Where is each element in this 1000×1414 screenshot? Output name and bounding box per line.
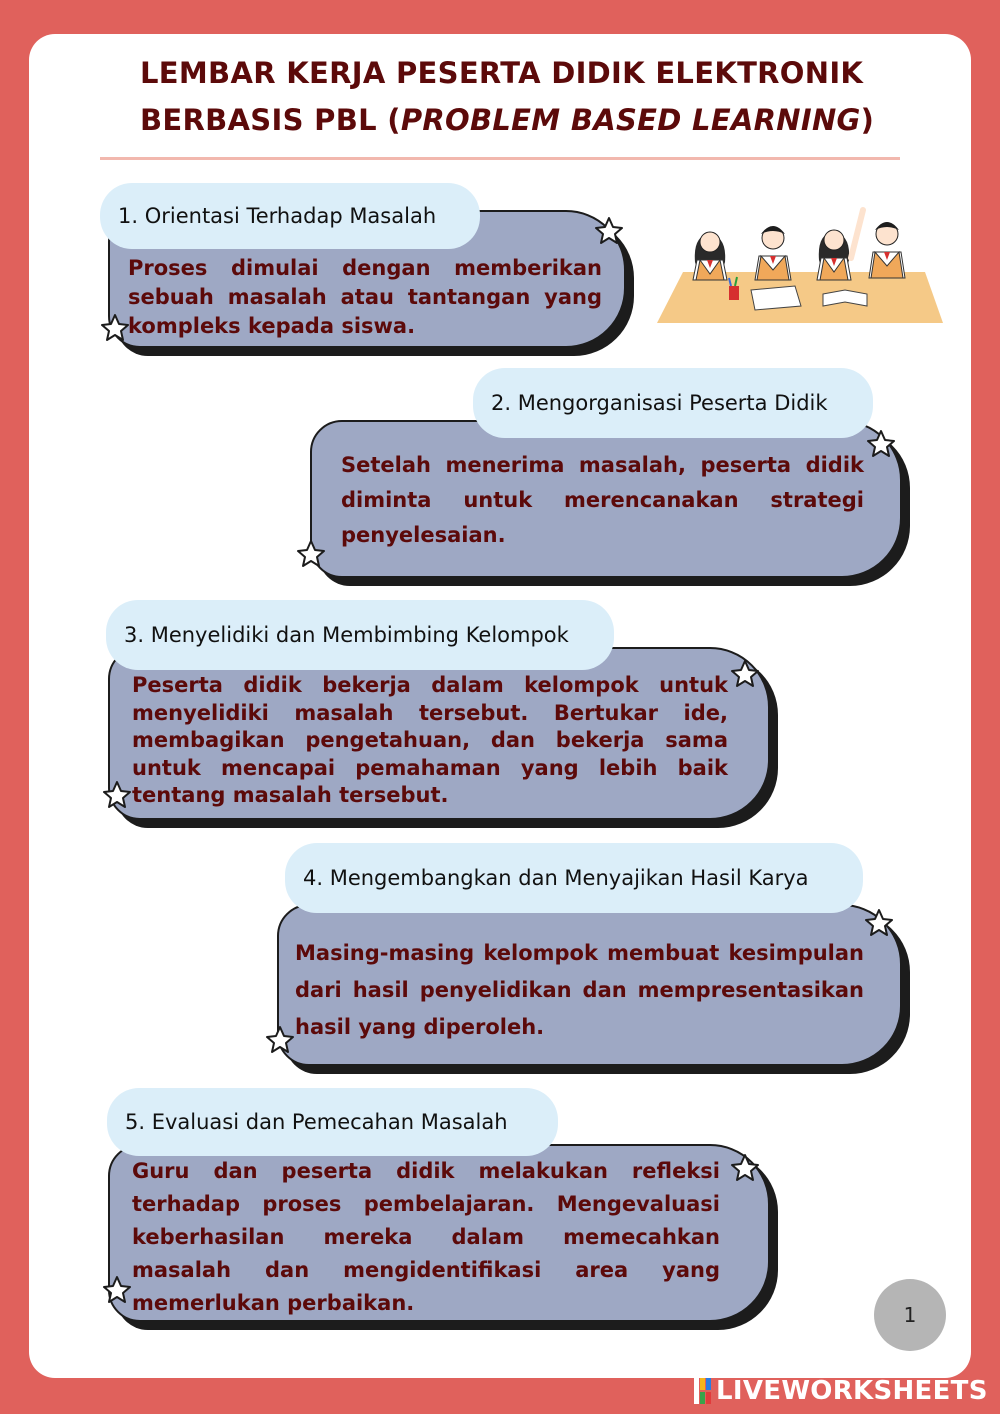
- step-label-5: 5. Evaluasi dan Pemecahan Masalah: [107, 1088, 558, 1156]
- star-icon: [594, 216, 624, 246]
- step-text-5: Guru dan peserta didik melakukan refleksi terhadap proses pembelajaran. Mengevaluasi keberhasilan mereka dalam memecahkan masalah dan mengidentifikasi area yang memerlukan perbaikan.: [132, 1159, 720, 1315]
- page-title-line1: LEMBAR KERJA PESERTA DIDIK ELEKTRONIK: [140, 56, 864, 90]
- page-number-badge: 1: [874, 1279, 946, 1351]
- students-illustration: [655, 200, 945, 325]
- brand-label: LIVEWORKSHEETS: [716, 1376, 988, 1406]
- star-icon: [864, 908, 894, 938]
- liveworksheets-brand: [694, 1376, 988, 1406]
- star-icon: [102, 780, 132, 810]
- step-label-2: 2. Mengorganisasi Peserta Didik: [473, 368, 873, 438]
- step-label-3: 3. Menyelidiki dan Membimbing Kelompok: [106, 600, 614, 670]
- star-icon: [102, 1275, 132, 1305]
- title-prefix: BERBASIS PBL (: [140, 103, 401, 137]
- step-label-1: 1. Orientasi Terhadap Masalah: [100, 183, 480, 249]
- step-text-2: Setelah menerima masalah, peserta didik diminta untuk merencanakan strategi penyelesaian.: [341, 453, 864, 547]
- star-icon: [730, 659, 760, 689]
- liveworksheets-logo-icon: [694, 1378, 712, 1404]
- step-text-3: Peserta didik bekerja dalam kelompok untuk menyelidiki masalah tersebut. Bertukar ide, membagikan pengetahuan, dan bekerja sama untuk mencapai pemahaman yang lebih baik tentang masalah tersebut.: [132, 673, 728, 807]
- title-italic: PROBLEM BASED LEARNING: [400, 103, 861, 137]
- star-icon: [730, 1153, 760, 1183]
- star-icon: [265, 1025, 295, 1055]
- star-icon: [296, 539, 326, 569]
- star-icon: [866, 429, 896, 459]
- step-text-1: Proses dimulai dengan memberikan sebuah masalah atau tantangan yang kompleks kepada siswa.: [128, 256, 602, 338]
- step-label-4: 4. Mengembangkan dan Menyajikan Hasil Karya: [285, 843, 863, 913]
- title-suffix: ): [860, 103, 875, 137]
- star-icon: [100, 313, 130, 343]
- title-divider: [100, 157, 900, 160]
- page-title-line2: [140, 103, 920, 137]
- step-text-4: Masing-masing kelompok membuat kesimpulan dari hasil penyelidikan dan mempresentasikan hasil yang diperoleh.: [295, 941, 864, 1039]
